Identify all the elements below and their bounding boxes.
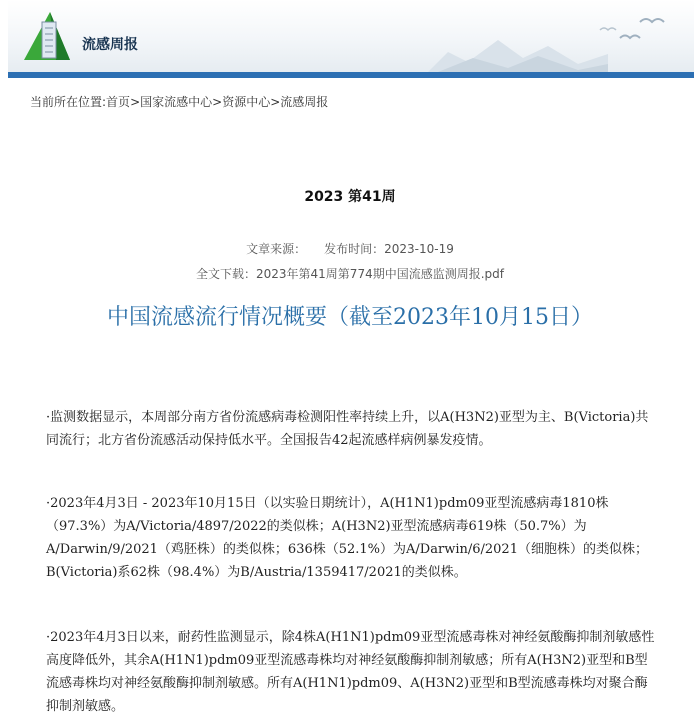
- breadcrumb-home[interactable]: 首页: [106, 95, 131, 109]
- building-logo-icon: [16, 8, 78, 66]
- birds-icon: [580, 12, 670, 52]
- publish-date: 2023-10-19: [384, 242, 454, 256]
- breadcrumb-separator: >: [270, 95, 281, 109]
- breadcrumb-resource-center[interactable]: 资源中心: [222, 95, 271, 109]
- breadcrumb-weekly-report[interactable]: 流感周报: [280, 95, 329, 109]
- issue-title: 2023 第41周: [304, 189, 396, 205]
- breadcrumb-prefix: 当前所在位置:: [30, 95, 107, 109]
- summary-paragraph-2: ·2023年4月3日 - 2023年10月15日（以实验日期统计），A(H1N1)pdm09亚型流感病毒1810株（97.3%）为A/Victoria/4897/2022的类似株；A(H3N2)亚型流感病毒619株（50.7%）为A/Darwin/9/2021（鸡胚株）的类似株；636株（52.1%）为A/Darwin/6/2021（细胞株）的类似株；B(Victoria)系62株（98.4%）为B/Austria/1359417/2021的类似株。: [46, 496, 648, 580]
- banner-divider: [8, 72, 694, 78]
- download-line: [0, 265, 700, 282]
- site-banner: [8, 0, 694, 72]
- pdf-download-link[interactable]: 2023年第41周第774期中国流感监测周报.pdf: [256, 267, 504, 281]
- breadcrumb: [30, 93, 328, 110]
- summary-paragraph-1: ·监测数据显示，本周部分南方省份流感病毒检测阳性率持续上升，以A(H3N2)亚型为主、B(Victoria)共同流行；北方省份流感活动保持低水平。全国报告42起流感样病例暴发疫情。: [46, 410, 649, 448]
- summary-paragraph-3: ·2023年4月3日以来，耐药性监测显示，除4株A(H1N1)pdm09亚型流感毒株对神经氨酸酶抑制剂敏感性高度降低外，其余A(H1N1)pdm09亚型流感毒株均对神经氨酸酶抑制剂敏感；所有A(H3N2)亚型和B型流感毒株均对神经氨酸酶抑制剂敏感。所有A(H1N1)pdm09、A(H3N2)亚型和B型流感毒株均对聚合酶抑制剂敏感。: [46, 630, 655, 714]
- download-label: 全文下载：: [195, 267, 256, 281]
- article-meta: [0, 240, 700, 257]
- breadcrumb-separator: >: [212, 95, 223, 109]
- source-label: 文章来源：: [246, 242, 307, 256]
- breadcrumb-flu-center[interactable]: 国家流感中心: [140, 95, 213, 109]
- date-label: 发布时间：: [324, 242, 385, 256]
- site-title: 流感周报: [82, 37, 138, 53]
- article-headline: 中国流感流行情况概要（截至2023年10月15日）: [107, 305, 593, 330]
- breadcrumb-separator: >: [130, 95, 141, 109]
